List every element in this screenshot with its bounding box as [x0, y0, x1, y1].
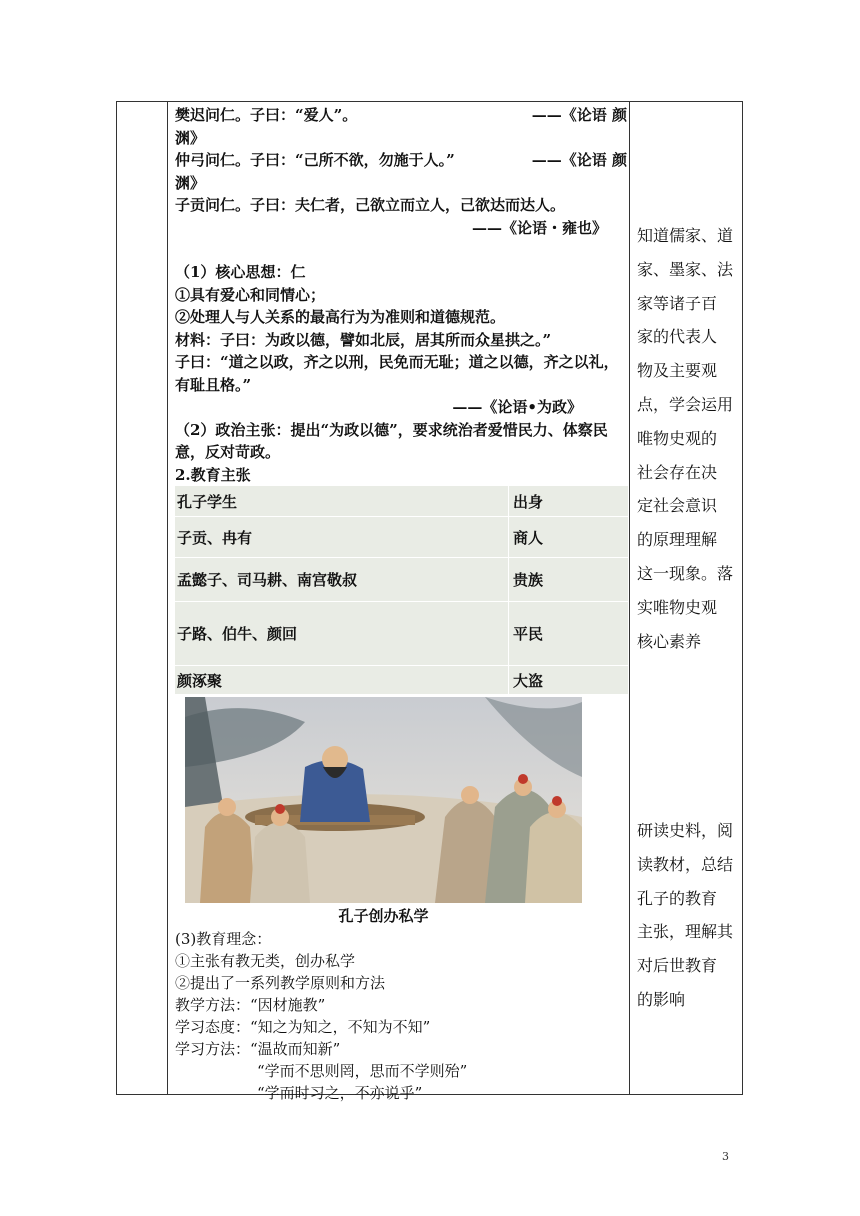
painting-caption: 孔子创办私学	[338, 907, 429, 925]
cell-origin: 商人	[513, 528, 544, 547]
side-note-line: 的原理理解	[637, 530, 718, 550]
material-source: ——《论语•为政》	[452, 398, 582, 416]
side-note-line: 研读史料，阅	[637, 821, 734, 840]
learning-attitude: 学习态度：“知之为知之，不知为不知”	[175, 1018, 431, 1036]
table-row	[175, 557, 628, 601]
side-note-line: 家等诸子百	[637, 293, 718, 313]
side-note-line: 实唯物史观	[637, 597, 718, 617]
learning-quote-1: “学而不思则罔，思而不学则殆”	[257, 1062, 468, 1080]
table-row	[175, 516, 628, 557]
side-note-line: 这一现象。落	[637, 563, 734, 583]
cell-origin: 贵族	[513, 571, 544, 589]
side-note-line: 定社会意识	[637, 496, 718, 516]
cell-student: 子贡、冉有	[175, 517, 509, 557]
cell-student: 颜涿聚	[175, 666, 509, 694]
learning-quote-2: “学而时习之，不亦说乎”	[257, 1084, 423, 1102]
table-header	[175, 486, 628, 516]
cell-student: 子路、伯牛、颜回	[175, 602, 509, 665]
column-divider	[629, 101, 630, 1095]
quote-1: 樊迟问仁。子曰：“爱人”。 ——《论语 颜	[175, 106, 627, 124]
content-column	[175, 104, 627, 1104]
edu-heading: 2.教育主张	[175, 465, 251, 484]
quote-1-cont: 渊》	[175, 128, 206, 147]
quote-2: 仲弓问仁。子曰：“己所不欲，勿施于人。” ——《论语 颜	[175, 151, 627, 169]
cell-origin: 平民	[513, 625, 544, 643]
side-note-line: 社会存在决	[637, 462, 718, 482]
side-note-activity	[637, 814, 739, 1017]
side-note-line: 知道儒家、道	[637, 226, 734, 245]
core-point-1: ①具有爱心和同情心；	[175, 285, 326, 304]
side-note-line: 读教材，总结	[637, 854, 734, 874]
edu-idea-2: ②提出了一系列教学原则和方法	[175, 974, 386, 992]
page-number: 3	[722, 1150, 729, 1163]
edu-idea-1: ①主张有教无类，创办私学	[175, 952, 356, 970]
side-note-objectives	[637, 219, 739, 658]
quote-2-cont: 渊》	[175, 173, 206, 192]
side-note-line: 孔子的教育	[637, 888, 718, 908]
cell-student: 孟懿子、司马耕、南宫敬叔	[175, 558, 509, 601]
side-note-line: 的影响	[637, 989, 686, 1009]
header-student: 孔子学生	[175, 486, 509, 516]
cell-origin: 大盗	[513, 671, 544, 690]
edu-ideas-heading: (3)教育理念：	[175, 930, 272, 948]
side-note-line: 家、墨家、法	[637, 259, 734, 279]
learning-method: 学习方法：“温故而知新”	[175, 1040, 341, 1058]
side-note-line: 主张，理解其	[637, 922, 734, 942]
header-origin: 出身	[513, 492, 544, 511]
core-heading: （1）核心思想：仁	[175, 263, 306, 281]
table-row	[175, 665, 628, 694]
politics: （2）政治主张：提出“为政以德”，要求统治者爱惜民力、体察民意，反对苛政。	[175, 420, 608, 461]
side-note-line: 核心素养	[637, 631, 702, 651]
material-2: 子曰：“道之以政，齐之以刑，民免而无耻；道之以德，齐之以礼，有耻且格。”	[175, 353, 619, 394]
side-note-line: 点，学会运用	[637, 394, 734, 414]
column-divider	[167, 101, 168, 1095]
side-note-line: 唯物史观的	[637, 428, 718, 448]
confucius-teaching-painting	[185, 697, 582, 903]
table-row	[175, 601, 628, 665]
teaching-method: 教学方法：“因材施教”	[175, 996, 326, 1014]
side-note-line: 物及主要观	[637, 361, 718, 381]
quote-3: 子贡问仁。子曰：夫仁者，己欲立而立人，己欲达而达人。	[175, 196, 566, 214]
quote-3-source: ——《论语・雍也》	[471, 218, 607, 237]
side-note-line: 对后世教育	[637, 956, 718, 976]
side-note-line: 家的代表人	[637, 327, 718, 347]
student-table	[175, 486, 628, 694]
material-1: 材料：子曰：为政以德，譬如北辰，居其所而众星拱之。”	[175, 330, 552, 349]
core-point-2: ②处理人与人关系的最高行为为准则和道德规范。	[175, 308, 506, 326]
